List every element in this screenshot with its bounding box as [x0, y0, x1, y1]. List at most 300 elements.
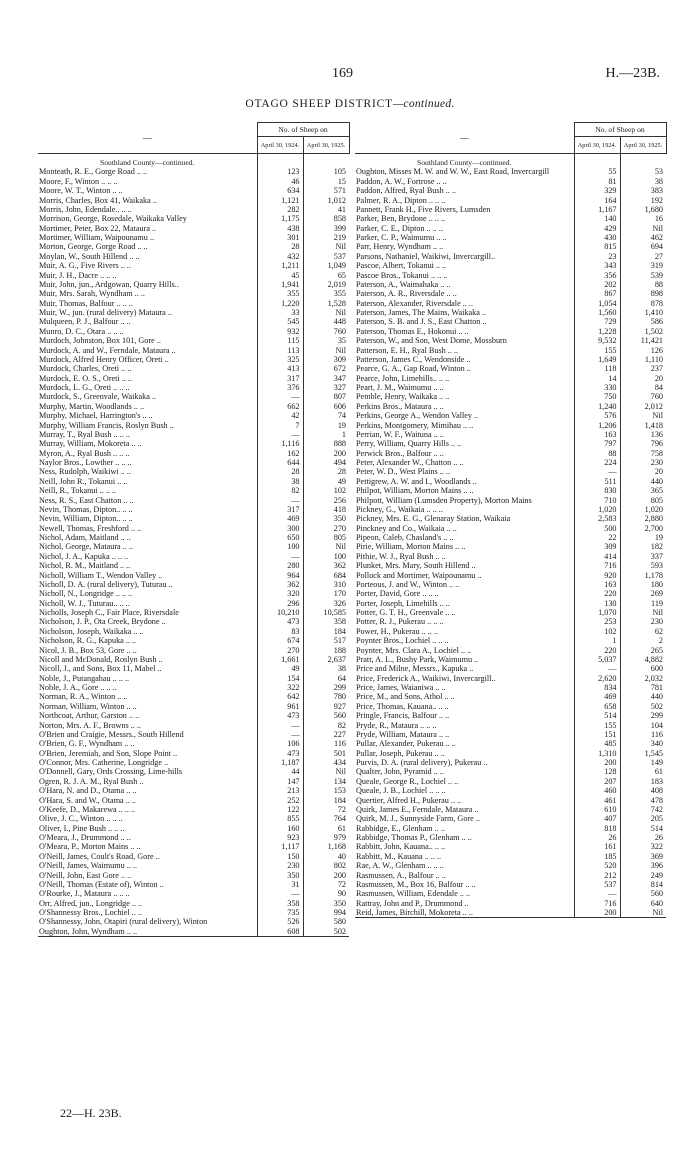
owner-name: Pascoe Bros., Tokanui .. .. .. — [356, 270, 448, 280]
owner-name: Murphy, William Francis, Roslyn Bush .. — [39, 420, 174, 430]
sheep-1925: 764 — [303, 814, 349, 823]
sheep-1924: 113 — [257, 346, 303, 355]
table-row — [355, 214, 666, 223]
owner-name: Neill, John R., Tokanui .. .. — [39, 476, 128, 486]
sheep-1925: Nil — [303, 346, 349, 355]
sheep-1925: 898 — [620, 289, 666, 298]
sheep-1925: 192 — [620, 196, 666, 205]
sheep-1925: 188 — [303, 646, 349, 655]
owner-name: Orr, Alfred, jun., Longridge .. .. — [39, 898, 143, 908]
sheep-1925: 227 — [303, 730, 349, 739]
sheep-1924: 28 — [257, 242, 303, 251]
sheep-1924: 610 — [574, 805, 620, 814]
table-row — [38, 177, 349, 186]
owner-name: Muir, A. G., Five Rivers .. .. — [39, 261, 132, 271]
sheep-1924: 469 — [257, 514, 303, 523]
sheep-1924: 537 — [574, 880, 620, 889]
owner-name: Price, Thomas, Kauana.. .. .. — [356, 701, 449, 711]
owner-name: Muir, J. H., Dacre .. .. .. — [39, 270, 117, 280]
sheep-1924: 28 — [257, 467, 303, 476]
sheep-1924: 662 — [257, 402, 303, 411]
owner-name: Paterson, Thomas E., Hokonui .. .. — [356, 326, 469, 336]
table-row — [38, 486, 349, 495]
owner-name: O'Brien, G. F., Wyndham .. .. — [39, 739, 135, 749]
table-row — [38, 524, 349, 533]
sheep-1925: 126 — [620, 346, 666, 355]
owner-name: O'Keefe, D., Makarewa .. .. .. — [39, 804, 136, 814]
sheep-1925: 350 — [303, 899, 349, 908]
sheep-1925: 183 — [620, 777, 666, 786]
owner-name: Pinckney and Co., Waikaia .. .. — [356, 523, 457, 533]
sheep-1924: 155 — [574, 721, 620, 730]
owner-name: Parsons, Nathaniel, Waikiwi, Invercargill.. — [356, 251, 496, 261]
sheep-1924: 797 — [574, 439, 620, 448]
sheep-1924: 14 — [574, 374, 620, 383]
year-1925-header: April 30, 1925. — [303, 137, 349, 154]
sheep-1924: — — [257, 430, 303, 439]
sheep-1925: 61 — [303, 824, 349, 833]
table-row — [355, 177, 666, 186]
table-row — [38, 749, 349, 758]
sheep-1924: 163 — [574, 430, 620, 439]
table-row — [38, 861, 349, 870]
sheep-1925: 299 — [303, 683, 349, 692]
section-heading: Southland County—continued. — [100, 158, 195, 167]
sheep-1924: 473 — [257, 749, 303, 758]
table-row — [355, 327, 666, 336]
table-row — [355, 524, 666, 533]
table-row — [38, 458, 349, 467]
owner-name: Nicoll, J., and Sons, Box 11, Mabel .. — [39, 664, 162, 674]
sheep-1925: 84 — [620, 383, 666, 392]
sheep-1924: 520 — [574, 861, 620, 870]
owner-name: Rabbitt, John, Kauana.. .. .. — [356, 842, 446, 852]
table-row — [38, 552, 349, 561]
sheep-1924: 815 — [574, 242, 620, 251]
sheep-1925: 40 — [303, 852, 349, 861]
sheep-1925: Nil — [303, 542, 349, 551]
owner-name: Pirie, William, Morton Mains .. .. — [356, 542, 466, 552]
owner-name: Morrison, George, Rosedale, Waikaka Valley — [39, 214, 187, 224]
table-row — [38, 899, 349, 908]
table-row — [355, 486, 666, 495]
table-row — [38, 449, 349, 458]
table-row — [355, 871, 666, 880]
sheep-1925: 1,418 — [620, 421, 666, 430]
owner-name: O'Neill, Thomas (Estate of), Winton .. — [39, 879, 164, 889]
sheep-1924: 123 — [257, 167, 303, 176]
sheep-1925: 514 — [620, 824, 666, 833]
table-row — [38, 852, 349, 861]
owner-name: Pannett, Frank H., Five Rivers, Lumsden — [356, 204, 491, 214]
sheep-1924: 362 — [257, 580, 303, 589]
owner-name: Murphy, Martin, Woodlands .. .. — [39, 401, 145, 411]
sheep-1924: 300 — [257, 524, 303, 533]
sheep-1924: 735 — [257, 908, 303, 917]
table-row — [355, 599, 666, 608]
sheep-1925: 742 — [620, 805, 666, 814]
sheep-1925: 11,421 — [620, 336, 666, 345]
owner-name: Rabbidge, E., Glenham .. .. — [356, 823, 445, 833]
owner-name: Oughton, Misses M. W. and W. W., East Road, Invercargill — [356, 167, 550, 177]
owner-name: O'Meara, P., Morton Mains .. .. — [39, 842, 141, 852]
title-main: OTAGO SHEEP DISTRICT — [245, 98, 393, 110]
table-row — [38, 421, 349, 430]
owner-name: Nicol, J. B., Box 53, Gore .. .. — [39, 645, 137, 655]
sheep-1924: 514 — [574, 711, 620, 720]
table-row — [355, 711, 666, 720]
sheep-1925: 237 — [620, 364, 666, 373]
sheep-1925: 327 — [303, 383, 349, 392]
table-row — [355, 627, 666, 636]
sheep-1925: 256 — [303, 496, 349, 505]
sheep-1924: 45 — [257, 271, 303, 280]
sheep-1925: 494 — [303, 458, 349, 467]
sheep-1924: 634 — [257, 186, 303, 195]
sheep-1924: 200 — [574, 908, 620, 918]
table-row — [355, 402, 666, 411]
sheep-1925: 90 — [303, 889, 349, 898]
table-row — [355, 383, 666, 392]
table-row — [38, 308, 349, 317]
owner-name: Potter, G. T. H., Greenvale .. .. — [356, 608, 456, 617]
sheep-1925: 802 — [303, 861, 349, 870]
sheep-1924: 461 — [574, 796, 620, 805]
sheep-1925: 319 — [620, 261, 666, 270]
table-row — [38, 786, 349, 795]
sheep-1925: 1,545 — [620, 749, 666, 758]
table-row — [38, 186, 349, 195]
owner-name: Peter, Alexander W., Chatton .. .. — [356, 458, 464, 467]
table-row — [355, 421, 666, 430]
sheep-count-header: No. of Sheep on — [574, 123, 666, 137]
sheep-1925: 672 — [303, 364, 349, 373]
sheep-1925: 136 — [620, 430, 666, 439]
table-row — [38, 917, 349, 926]
sheep-1925: 249 — [620, 871, 666, 880]
table-row — [38, 908, 349, 917]
sheep-1925: 440 — [620, 692, 666, 701]
table-row — [38, 242, 349, 251]
sheep-1925: 49 — [303, 477, 349, 486]
sheep-1924: 1,187 — [257, 758, 303, 767]
owner-name: O'Shannessy Bros., Lochiel .. .. — [39, 908, 142, 917]
owner-name: Pearce, John, Limehills.. .. .. — [356, 373, 450, 383]
owner-name: Pryde, William, Mataura .. .. — [356, 729, 450, 739]
owner-name: Murphy, Michael, Harrington's .. .. — [39, 411, 153, 421]
sheep-1925: 362 — [303, 561, 349, 570]
table-row — [355, 646, 666, 655]
owner-name: Pickney, Mrs. E. G., Glenaray Station, Waikaia — [356, 514, 511, 524]
table-row — [38, 533, 349, 542]
owner-name: Porteous, J. and W., Winton .. .. — [356, 579, 460, 589]
table-row — [38, 205, 349, 214]
owner-name: Myron, A., Ryal Bush .. .. .. — [39, 448, 130, 458]
table-row — [38, 608, 349, 617]
owner-name: Power, H., Pukerau .. .. .. — [356, 626, 438, 636]
sheep-1924: 1,054 — [574, 299, 620, 308]
sheep-1925: 38 — [303, 664, 349, 673]
sheep-1924: 115 — [257, 336, 303, 345]
sheep-1924: 1,070 — [574, 608, 620, 617]
sheep-1924: 500 — [574, 524, 620, 533]
sheep-1925: 184 — [303, 796, 349, 805]
table-row — [38, 439, 349, 448]
sheep-1924: 220 — [574, 589, 620, 598]
sheep-1925: 1,178 — [620, 571, 666, 580]
sheep-1924: 270 — [257, 646, 303, 655]
sheep-1925: 502 — [620, 702, 666, 711]
sheep-1924: 642 — [257, 692, 303, 701]
table-row — [38, 796, 349, 805]
sheep-1924: 750 — [574, 392, 620, 401]
owner-name: Pullar, Joseph, Pukerau .. .. — [356, 748, 445, 758]
sheep-1924: 230 — [257, 861, 303, 870]
table-row — [355, 767, 666, 776]
sheep-1925: 200 — [303, 449, 349, 458]
sheep-1925: 4,882 — [620, 655, 666, 664]
sheep-1924: 545 — [257, 317, 303, 326]
sheep-1925: 337 — [620, 552, 666, 561]
sheep-1924: 658 — [574, 702, 620, 711]
sheep-1925: 560 — [303, 711, 349, 720]
sheep-1924: 162 — [257, 449, 303, 458]
table-row — [355, 580, 666, 589]
owner-name: Nicholl, D. A. (rural delivery), Tuturau .. — [39, 579, 173, 589]
sheep-1924: 729 — [574, 317, 620, 326]
owner-name: Norton, Mrs. A. F., Browns .. .. — [39, 720, 141, 730]
owner-name: Nicholl, N., Longridge .. .. .. — [39, 589, 133, 599]
sheep-1924: — — [257, 552, 303, 561]
title-continued: —continued. — [392, 98, 455, 110]
sheep-1925: 116 — [303, 739, 349, 748]
sheep-1925: 350 — [303, 514, 349, 523]
sheep-1924: 376 — [257, 383, 303, 392]
owner-name: Murray, William, Mokoreta .. .. — [39, 439, 142, 449]
owner-name: Paterson, W., and Son, West Dome, Mossburn — [356, 336, 507, 346]
sheep-1925: 2,019 — [303, 280, 349, 289]
table-row — [38, 514, 349, 523]
sheep-1925: 805 — [620, 496, 666, 505]
table-row — [38, 214, 349, 223]
table-row — [38, 721, 349, 730]
table-row — [355, 889, 666, 898]
owner-name: Perry, William, Quarry Hills .. .. — [356, 439, 462, 449]
sheep-1925: 462 — [620, 233, 666, 242]
sheep-1924: 46 — [257, 177, 303, 186]
sheep-1925: 600 — [620, 664, 666, 673]
year-1924-header: April 30, 1924. — [574, 137, 620, 154]
sheep-1924: 301 — [257, 233, 303, 242]
table-row — [38, 777, 349, 786]
sheep-1925: 1,110 — [620, 355, 666, 364]
owner-name: Noble, J., Putangahau .. .. .. — [39, 673, 130, 683]
owner-name: Paterson, James, The Mains, Waikaka .. — [356, 308, 487, 317]
section-heading: Southland County—continued. — [417, 158, 512, 167]
owner-name: Price, Frederick A., Waikiwi, Invercargill.. — [356, 673, 496, 683]
owner-name: Muir, John, jun., Ardgowan, Quarry Hills.. — [39, 279, 179, 289]
sheep-1925: 758 — [620, 449, 666, 458]
table-row — [38, 664, 349, 673]
sheep-1925: 383 — [620, 186, 666, 195]
sheep-1925: 478 — [620, 796, 666, 805]
owner-name: Pipeon, Caleb, Chasland's .. .. — [356, 533, 454, 542]
owner-name: Peart, J. M., Waimumu .. .. — [356, 383, 444, 392]
owner-name: Olive, J. C., Winton .. .. .. — [39, 814, 123, 824]
table-row — [355, 411, 666, 420]
table-row — [38, 167, 349, 176]
sheep-1924: 317 — [257, 374, 303, 383]
owner-name: Quirk, James E., Ferndale, Mataura .. — [356, 804, 479, 814]
sheep-1925: 606 — [303, 402, 349, 411]
owner-name: Poynter Bros., Lochiel .. .. .. — [356, 636, 449, 646]
owner-name: O'Neill, James, Waimumu .. .. — [39, 861, 137, 871]
sheep-1925: Nil — [620, 224, 666, 233]
sheep-1924: 407 — [574, 814, 620, 823]
sheep-1925: 807 — [303, 392, 349, 401]
sheep-1924: 430 — [574, 233, 620, 242]
sheep-1924: 147 — [257, 777, 303, 786]
sheep-1924: 296 — [257, 599, 303, 608]
table-row — [355, 617, 666, 626]
owner-name: Morris, John, Edendale.. .. .. — [39, 204, 132, 214]
sheep-1925: 1 — [303, 430, 349, 439]
sheep-1925: 72 — [303, 880, 349, 889]
owner-name: Muir, W., jun. (rural delivery) Mataura .. — [39, 308, 172, 317]
owner-name: Murray, T., Ryal Bush .. .. .. — [39, 429, 130, 439]
sheep-1924: 23 — [574, 252, 620, 261]
sheep-1924: 350 — [257, 871, 303, 880]
sheep-1924: 200 — [574, 758, 620, 767]
sheep-1925: 571 — [303, 186, 349, 195]
sheep-1924: 1,121 — [257, 196, 303, 205]
table-row — [355, 252, 666, 261]
table-row — [38, 196, 349, 205]
table-row — [38, 636, 349, 645]
sheep-1925: 35 — [303, 336, 349, 345]
owner-name: Porter, David, Gore .. .. .. — [356, 589, 439, 599]
owner-name: Paddon, A. W., Fortrose .. .. — [356, 176, 447, 186]
owner-name: Price, James, Waianiwa .. .. — [356, 683, 446, 692]
table-row — [38, 280, 349, 289]
sheep-1924: 202 — [574, 280, 620, 289]
owner-name: Parker, Ben, Brydone .. .. .. — [356, 214, 446, 224]
left-column — [38, 122, 349, 937]
owner-name: Quirk, M. J., Sunnyside Farm, Gore .. — [356, 814, 480, 824]
sheep-1924: 49 — [257, 664, 303, 673]
table-row — [355, 730, 666, 739]
owner-name: Muir, Thomas, Balfour .. .. .. — [39, 298, 133, 308]
sheep-1925: 1,012 — [303, 196, 349, 205]
page-number: 169 — [332, 66, 353, 81]
table-row — [38, 580, 349, 589]
sheep-1925: 309 — [303, 355, 349, 364]
table-row — [355, 514, 666, 523]
table-row — [355, 224, 666, 233]
owner-name: Nichol, George, Mataura .. .. — [39, 542, 133, 552]
sheep-1925: 440 — [620, 477, 666, 486]
sheep-1925: 74 — [303, 411, 349, 420]
sheep-1924: 473 — [257, 711, 303, 720]
table-row — [355, 242, 666, 251]
owner-name: O'Neill, John, East Gore .. .. — [39, 870, 132, 880]
sheep-1924: — — [257, 392, 303, 401]
sheep-1924: 855 — [257, 814, 303, 823]
table-row — [355, 364, 666, 373]
owner-name: Perwick Bros., Balfour .. .. — [356, 448, 444, 458]
sheep-1925: 593 — [620, 561, 666, 570]
table-row — [355, 449, 666, 458]
sheep-1924: 1,117 — [257, 842, 303, 851]
sheep-1924: 526 — [257, 917, 303, 926]
sheep-1924: 55 — [574, 167, 620, 176]
sheep-1925: 814 — [620, 880, 666, 889]
owner-name: Oughton, John, Wyndham .. .. — [38, 927, 257, 937]
sheep-1924: 1,240 — [574, 402, 620, 411]
owner-name: Quertier, Alfred H., Pukerau .. .. — [356, 795, 462, 805]
sheep-1925: 1,168 — [303, 842, 349, 851]
sheep-1924: 329 — [574, 186, 620, 195]
table-row — [38, 889, 349, 898]
sheep-1924: — — [257, 889, 303, 898]
sheep-1924: 2,620 — [574, 674, 620, 683]
owner-name: O'Donnell, Gary, Ords Crossing, Lime-hills — [39, 767, 183, 777]
sheep-1925: 2,700 — [620, 524, 666, 533]
owner-name: Munro, D. C., Otara .. .. .. — [39, 326, 124, 336]
owner-name: O'Rourke, J., Mataura .. .. .. — [39, 889, 130, 899]
table-row — [38, 430, 349, 439]
sheep-1925: 270 — [303, 524, 349, 533]
table-row — [38, 730, 349, 739]
sheep-1924: 356 — [574, 271, 620, 280]
sheep-count-header: No. of Sheep on — [257, 123, 349, 137]
sheep-1925: 1,020 — [620, 505, 666, 514]
owner-name: Ness, R. S., East Chatton .. .. — [39, 495, 134, 505]
owner-name: Monteath, R. E., Gorge Road .. .. — [39, 167, 148, 177]
table-row — [38, 871, 349, 880]
table-row — [355, 833, 666, 842]
sheep-1924: 320 — [257, 589, 303, 598]
table-row — [355, 842, 666, 851]
table-row — [38, 392, 349, 401]
sheep-1924: 330 — [574, 383, 620, 392]
sheep-1924: 160 — [257, 824, 303, 833]
sheep-1924: 7 — [257, 421, 303, 430]
table-row — [38, 261, 349, 270]
table-row — [38, 542, 349, 551]
table-row — [355, 196, 666, 205]
sheep-1924: — — [257, 730, 303, 739]
table-row — [355, 786, 666, 795]
sheep-1924: 151 — [574, 730, 620, 739]
owner-name: Pryde, R., Mataura .. .. .. — [356, 720, 437, 730]
sheep-1924: 473 — [257, 617, 303, 626]
table-row — [355, 739, 666, 748]
sheep-1924: 818 — [574, 824, 620, 833]
table-row — [38, 271, 349, 280]
sheep-1924: 213 — [257, 786, 303, 795]
table-row — [355, 805, 666, 814]
owner-name: Peter, W. D., West Plains .. .. — [356, 467, 450, 477]
sheep-1924: 88 — [574, 449, 620, 458]
sheep-1925: 760 — [303, 327, 349, 336]
sheep-1924: 317 — [257, 505, 303, 514]
owner-name: Plunket, Mrs. Mary, South Hillend .. — [356, 561, 476, 571]
sheep-1925: 269 — [620, 589, 666, 598]
owner-name: Ogren, R. J. A. M., Ryal Bush .. — [39, 776, 144, 786]
owner-name: Philpot, William, Morton Mains .. .. — [356, 486, 474, 496]
table-row — [355, 721, 666, 730]
